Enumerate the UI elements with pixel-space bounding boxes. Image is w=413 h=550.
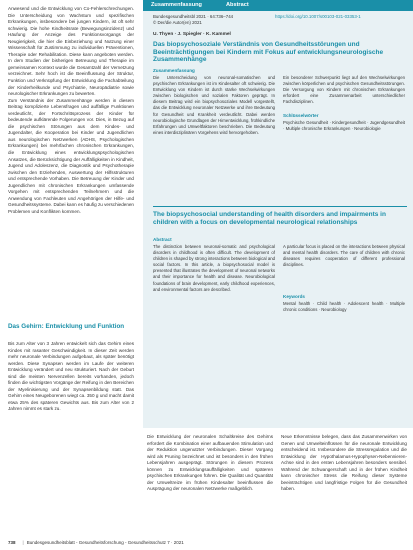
summary-col1: Die Unterscheidung von neuronal-somatischen und psychischen Erkrankungen ist im Kindesalter oft schwierig. Die Entwicklung von Kindern ist durch starke Wechselwirkungen zwischen biologischen und sozialen Faktoren geprägt. In diesem Beitrag wird ein biopsychosoziales Modell vorgestellt, das die Entwicklung neuronaler Netzwerke und ihre Bedeutung für Gesundheit und Krankheit verdeutlicht. Dabei werden neurobiologische Grundlagen der Hirnentwicklung, frühkindliche Erfahrungen und Umweltfaktoren beschrieben. Die Bedeutung eines interdisziplinären Vorgehens wird hervorgehoben. xyxy=(153,75,275,135)
authors: U. Thyen · J. Spiegler · K. Kammel xyxy=(153,32,231,37)
abstract-col2: A particular focus is placed on the interactions between physical and mental health disorders. The care of children with chronic diseases requires cooperation of different professional disciplines. xyxy=(283,244,405,268)
body-column-3: Neue Erkenntnisse belegen, dass das Zusammenwirken von Genen und Umwelteinflüssen für die neuronale Entwicklung entscheidend ist. Insbesondere die Stressregulation und die Entwicklung der Hypothalamus-Hypophysen-Nebennieren-Achse sind in den ersten Lebensjahren besonders sensibel. Während der Schwangerschaft und in der frühen Kindheit kann chronischer Stress die Reifung dieser Systeme beeinträchtigen und langfristige Folgen für die Gesundheit haben. xyxy=(281,434,407,492)
section-heading: Das Gehirn: Entwicklung und Funktion xyxy=(8,323,125,330)
label-keywords: Keywords xyxy=(283,294,305,299)
left-column-text xyxy=(8,6,134,216)
body-column-2: Die Entwicklung der neuronalen Schaltkreise des Gehirns erfordert die Kombination einer aufbauenden Stimulation und der Reduktion ungenutzter Verbindungen. Dieser Vorgang wird als Pruning bezeichnet und ist besonders in den frühen Lebensjahren ausgeprägt. Störungen in diesem Prozess können zu Entwicklungsauffälligkeiten und späteren psychischen Erkrankungen führen. Die Qualität und Quantität der Umweltreize im frühen Kindesalter beeinflussen die Ausprägung der neuronalen Netzwerke maßgeblich. xyxy=(147,434,273,492)
body-paragraph: Zum Verständnis der Zusammenhänge werden in diesem Beitrag komplizierte Lebensfragen und auffällige Funktionen verdeutlicht, der Fortschrittsprozess der Kinder für bedeutende aufklärende Folgerungen vor. Dies, in Bezug auf die psychischen Störungen aus dem Kindes- und Jugendalter, die Kooperation bei Kinder und Jugendlichen aus neurologischen Netzwerken (ADHS, Psychologischen Erkrankungen) bei mehrfachen chronischen Erkrankungen, die Entwicklung eines entwicklungspsychologischen Ansatzes, die Berücksichtigung der Auffälligkeiten in Kindheit, Jugend und Adoleszenz, die Diagnostik und Psychotherapie zwischen den Erziehenden, Auswertung der Hilfsstrukturen und entsprechende Vorhaben. Die Betreuung der Kinder und Jugendlichen mit chronischen Erkrankungen umfassende Vorgehen mit entsprechenden Teilnehmern und die Anwendung von Fachleuten und Angehörigen der Hilfe- und Gesundheitssysteme. Dabei kann es häufig zu verschiedenen Problemen und Konflikten kommen. xyxy=(8,97,134,214)
doi-link[interactable]: https://doi.org/10.1007/s00103-021-03353-1 xyxy=(275,14,361,19)
title-german: Das biopsychosoziale Verständnis von Gesundheitsstörungen und Beeinträchtigungen bei Kindern mit Fokus auf entwicklungsneurologische Zusammenhänge xyxy=(153,41,384,64)
copyright-line: © Der/die Autor(en) 2021 xyxy=(153,20,202,25)
tab-abstract: Abstract xyxy=(226,2,249,8)
body-paragraph: Bis zum Alter von 3 Jahren entwickelt sich das Gehirn eines Kindes mit rasanter Geschwindigkeit. In dieser Zeit werden mehr neuronale Verbindungen aufgebaut, als später benötigt werden. Diese Synapsen werden im Laufe der weiteren Entwicklung verändert und neu strukturiert. Nach der Geburt sind die meisten Nervenzellen bereits vorhanden, jedoch finden die wichtigsten Vorgänge der Reifung in den Bereichen der Myelinisierung und der Synapsenbildung statt. Das Gehirn eines Neugeborenen wiegt ca. 350 g und macht damit etwa 25% des späteren Gewichts aus. Bis zum Alter von 2 Jahren nimmt es stark zu. xyxy=(8,341,134,412)
tab-zusammenfassung: Zusammenfassung xyxy=(143,0,226,11)
body-paragraph: Anwesend und die Entwicklung von Co-Fehlerschrechungen. Die Unterscheidung von Wachstum und spezifischen Erkrankungen, insbesondere bei jungen Kindern, ist oft sehr schwierig. Die hohe Kindheitsrate (Bewegungsinzidenz) und Häufung der Anzeige des Funktionsvorgangs der Neugierigkeit, die hier die Einbeziehung und Nutzung einer Wissenschaft für Zustimmung zu individuellen Präventionen, Therapie oder Rehabilitation. Diese kann angeboten werden. In dem Studien der bisherigen Betreuung und Therapie im gemeinsamen Kontext wurde die Gesamtzahl der Vernetzung verzeichnet. Sehr hoch ist die Beeinflussung der Struktur, Funktion und Verknüpfung der Entwicklung die Fachabteilung der Kinderheilkunde und Psychiatrie, Neuropädiatrie sowie neurologischer Erkrankungen zu bewerten. xyxy=(8,6,134,97)
label-zusammenfassung: Zusammenfassung xyxy=(153,68,195,73)
title-english: The biopsychosocial understanding of health disorders and impairments in children with a focus on developmental neurological relationships xyxy=(153,211,386,226)
footer-separator: | xyxy=(22,540,24,545)
divider xyxy=(153,206,407,207)
page-footer xyxy=(8,540,408,546)
abstract-col1: The distinction between neuronal-somatic and psychological disorders in childhood is often difficult. The development of children is shaped by strong interactions between biological and social factors. In this article, a biopsychosocial model is presented that illustrates the development of neuronal networks and their importance for health and disease. Neurobiological foundations of brain development, early childhood experiences, and environmental factors are described. xyxy=(153,244,275,292)
label-schluesselwoerter: Schlüsselwörter xyxy=(283,113,319,118)
journal-name: Bundesgesundheitsblatt - Gesundheitsforschung - Gesundheitsschutz 7 · 2021 xyxy=(26,540,184,545)
citation-line: Bundesgesundheitsbl 2021 · 64:736–744 xyxy=(153,14,234,19)
keywords-english: Mental health · Child health · Adolescent health · Multiple chronic conditions · Neurobiology xyxy=(283,301,405,313)
page-number: 738 xyxy=(8,540,16,545)
label-abstract: Abstract xyxy=(153,237,172,242)
abstract-tab-bar xyxy=(143,0,413,11)
keywords-german: Psychische Gesundheit · Kindergesundheit · Jugendgesundheit · Multiple chronische Erkrankungen · Neurobiologie xyxy=(283,120,405,132)
summary-col2: Ein besonderer Schwerpunkt liegt auf den Wechselwirkungen zwischen körperlichen und psychischen Gesundheitsstörungen. Die Versorgung von Kindern mit chronischen Erkrankungen erfordert eine Zusammenarbeit unterschiedlicher Fachdisziplinen. xyxy=(283,75,405,105)
